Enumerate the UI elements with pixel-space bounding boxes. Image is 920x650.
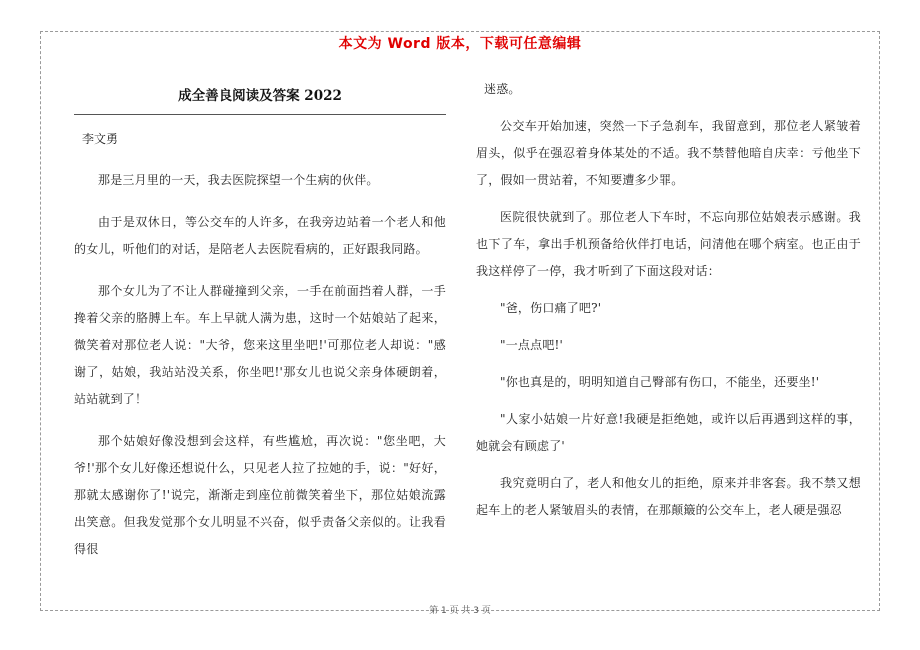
paragraph: 那个女儿为了不让人群碰撞到父亲，一手在前面挡着人群，一手搀着父亲的胳膊上车。车上早就人满为患，这时一个姑娘站了起来，微笑着对那位老人说："大爷，您来这里坐吧!'可那位老人却说："感谢了，姑娘，我站站没关系，你坐吧!'那女儿也说父亲身体硬朗着，站站就到了！ [74,284,446,406]
paragraph: 我究竟明白了，老人和他女儿的拒绝，原来并非客套。我不禁又想起车上的老人紧皱眉头的表情，在那颠簸的公交车上，老人硬是强忍 [476,476,861,517]
paragraph-continuation: 迷惑。 [484,82,521,96]
article-title: 成全善良阅读及答案 2022 [74,84,446,115]
paragraph: 那个姑娘好像没想到会这样，有些尴尬，再次说："您坐吧，大爷!'那个女儿好像还想说什么，只见老人拉了拉她的手，说："好好，那就太感谢你了!'说完，渐渐走到座位前微笑着坐下，那位姑娘流露出笑意。但我发觉那个女儿明显不兴奋，似乎责备父亲似的。让我看得很 [74,434,446,556]
paragraph: 医院很快就到了。那位老人下车时，不忘向那位姑娘表示感谢。我也下了车，拿出手机预备给伙伴打电话，问清他在哪个病室。也正由于我这样停了一停，我才听到了下面这段对话： [476,210,861,278]
right-column [476,76,861,534]
left-column [74,84,446,578]
dialogue-line: "一点点吧!' [500,338,564,352]
paragraph: 那是三月里的一天，我去医院探望一个生病的伙伴。 [98,173,379,187]
paragraph: 公交车开始加速，突然一下子急刹车，我留意到，那位老人紧皱着眉头，似乎在强忍着身体某处的不适。我不禁替他暗自庆幸：亏他坐下了，假如一贯站着，不知要遭多少罪。 [476,119,861,187]
dialogue-line: "爸，伤口痛了吧?' [500,301,602,315]
paragraph: 由于是双休日，等公交车的人许多，在我旁边站着一个老人和他的女儿，听他们的对话，是陪老人去医院看病的，正好跟我同路。 [74,215,446,256]
download-banner: 本文为 Word 版本，下载可任意编辑 [338,36,582,52]
dialogue-line: "人家小姑娘一片好意!我硬是拒绝她，或许以后再遇到这样的事，她就会有顾虑了' [476,412,861,453]
author-name: 李文勇 [82,132,119,146]
page-number: 第 1 页 共 3 页 [429,606,491,616]
dialogue-line: "你也真是的，明明知道自己臀部有伤口，不能坐，还要坐!' [500,375,820,389]
